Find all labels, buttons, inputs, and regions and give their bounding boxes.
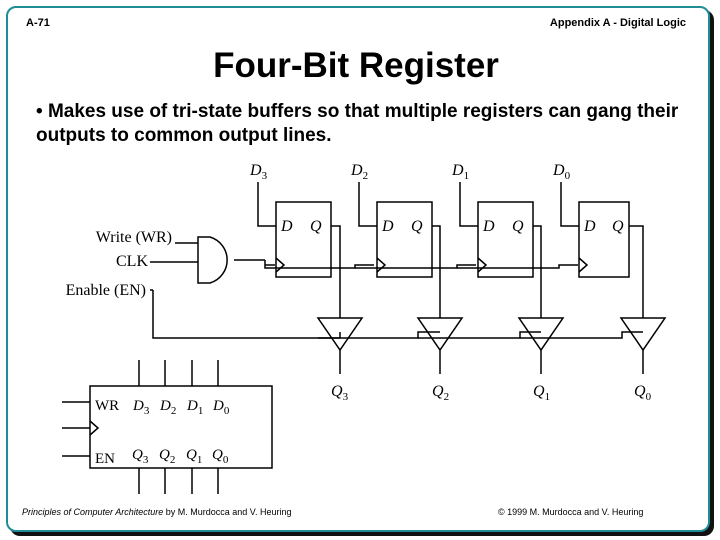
input-label-d3: D	[250, 162, 262, 179]
block-clock-triangle	[90, 421, 98, 435]
tristate-buffer-0	[621, 318, 665, 350]
output-label-q1: Q	[533, 383, 545, 400]
input-sub-d2: 2	[362, 170, 369, 182]
page-title: Four-Bit Register	[213, 46, 499, 85]
input-label-d1: D	[452, 162, 464, 179]
svg-text:Q1: $Q_1$	[186, 447, 203, 466]
ff1-d-label: D	[483, 218, 495, 235]
flipflop-stage-1	[451, 162, 563, 403]
data-line-d3	[258, 182, 276, 226]
input-sub-d3: 3	[261, 170, 268, 182]
block-d1-label: D	[187, 398, 198, 414]
q-line-3	[331, 226, 340, 318]
output-sub-q3: 3	[342, 391, 349, 403]
block-d2-label: D	[160, 398, 171, 414]
clock-triangle-1	[478, 258, 486, 272]
block-en-label: EN	[95, 451, 115, 467]
svg-text:D2	[350, 162, 368, 182]
block-d0-label: D	[213, 398, 224, 414]
input-label-d0: D	[553, 162, 565, 179]
clock-triangle-3	[276, 258, 284, 272]
bullet-dot: •	[36, 101, 43, 122]
data-line-d1	[460, 182, 478, 226]
register-block-symbol	[62, 360, 272, 494]
tristate-buffer-2	[418, 318, 462, 350]
enable-line	[153, 290, 318, 338]
block-wr-label: WR	[95, 398, 120, 414]
enable-tap-0	[520, 332, 643, 338]
svg-text:Q1	[533, 383, 550, 403]
book-authors: by M. Murdocca and V. Heuring	[163, 507, 292, 517]
output-label-q3: Q	[331, 383, 343, 400]
svg-text:Q0	[634, 383, 652, 403]
output-label-q2: Q	[432, 383, 444, 400]
ff2-d-label: D	[382, 218, 394, 235]
svg-text:D1	[451, 162, 469, 182]
block-d3-label: D	[133, 398, 144, 414]
footer-copyright: © 1999 M. Murdocca and V. Heuring	[498, 507, 644, 517]
footer-citation	[22, 507, 291, 517]
q-line-0	[629, 226, 643, 318]
svg-text:D0: $D_0$	[213, 398, 230, 417]
output-sub-q0: 0	[645, 391, 652, 403]
svg-text:D2: $D_2$	[160, 398, 177, 417]
svg-text:D1: $D_1$	[187, 398, 204, 417]
data-line-d0	[561, 182, 579, 226]
q-line-1	[533, 226, 541, 318]
block-q1-label: Q	[186, 447, 197, 463]
output-sub-q1: 1	[544, 391, 551, 403]
svg-text:Q2: $Q_2$	[159, 447, 176, 466]
svg-text:Q2	[432, 383, 449, 403]
input-sub-d1: 1	[463, 170, 470, 182]
block-q3-label: Q	[132, 447, 143, 463]
and-gate	[198, 237, 227, 283]
enable-tap-2	[318, 332, 440, 338]
ff2-q-label: Q	[411, 218, 423, 235]
input-label-d2: D	[351, 162, 363, 179]
data-line-d2	[359, 182, 377, 226]
svg-text:D0	[552, 162, 571, 182]
bullet-text: Makes use of tri-state buffers so that multiple registers can gang their outputs to common output lines.	[36, 101, 679, 146]
book-title: Principles of Computer Architecture	[22, 507, 164, 517]
block-q0-label: Q	[212, 447, 223, 463]
ff0-q-label: Q	[612, 218, 624, 235]
svg-text:Q0: $Q_0$	[212, 447, 229, 466]
svg-text:D3: $D_3$	[133, 398, 150, 417]
write-input-label: Write (WR)	[95, 229, 172, 246]
clock-triangle-2	[377, 258, 385, 272]
svg-text:D3	[249, 162, 268, 182]
enable-input-label: Enable (EN)	[65, 282, 146, 299]
flipflop-stage-2	[350, 162, 462, 403]
svg-text:Q3	[331, 383, 349, 403]
output-sub-q2: 2	[443, 391, 450, 403]
ff3-q-label: Q	[310, 218, 322, 235]
output-label-q0: Q	[634, 383, 646, 400]
block-q2-label: Q	[159, 447, 170, 463]
input-sub-d0: 0	[564, 170, 571, 182]
flipflop-stage-0	[552, 162, 665, 403]
ff3-d-label: D	[281, 218, 293, 235]
clock-triangle-0	[579, 258, 587, 272]
section-title: Appendix A - Digital Logic	[549, 17, 686, 29]
enable-tap-1	[418, 332, 541, 338]
flipflop-stage-3	[249, 162, 362, 403]
q-line-2	[432, 226, 440, 318]
slide-number: A-71	[26, 17, 50, 29]
svg-text:Q3: $Q_3$	[132, 447, 149, 466]
ff0-d-label: D	[584, 218, 596, 235]
clk-input-label: CLK	[116, 253, 148, 270]
ff1-q-label: Q	[512, 218, 524, 235]
tristate-buffer-1	[519, 318, 563, 350]
